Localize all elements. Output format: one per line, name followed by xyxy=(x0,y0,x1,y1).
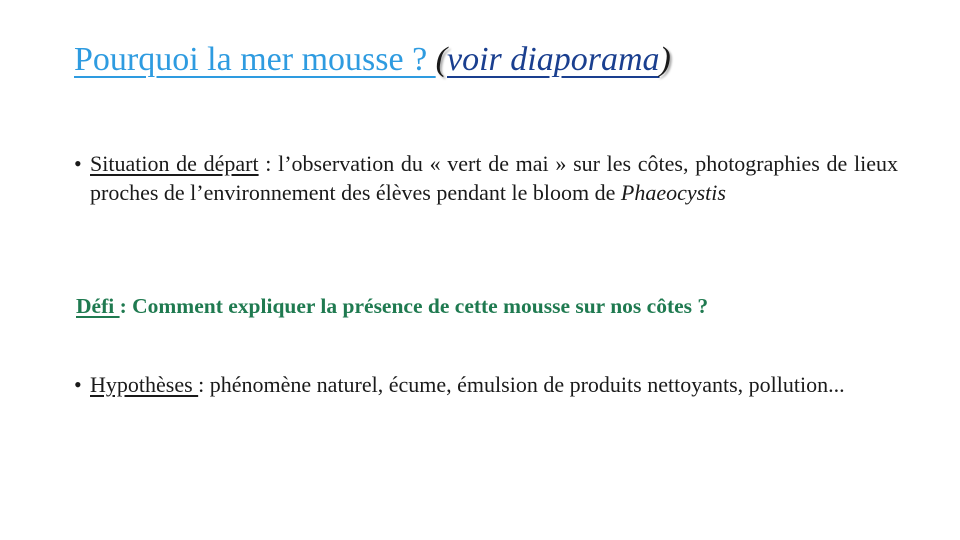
defi-label: Défi xyxy=(76,294,120,318)
slide-title xyxy=(74,32,914,88)
title-italic-text: voir diaporama xyxy=(447,41,660,78)
bullet-marker: • xyxy=(74,372,82,397)
situation-species: Phaeocystis xyxy=(620,180,726,205)
title-close-paren: ) xyxy=(659,41,671,78)
title-main-text: Pourquoi la mer mousse ? xyxy=(74,41,436,78)
title-open-paren: ( xyxy=(435,41,447,78)
situation-label: Situation de départ xyxy=(90,151,259,176)
defi-line xyxy=(76,291,906,321)
bullet-marker: • xyxy=(74,151,82,176)
bullet-situation-text xyxy=(74,149,898,207)
bullet-hypotheses xyxy=(74,370,898,399)
hypotheses-body: : phénomène naturel, écume, émulsion de produits nettoyants, pollution... xyxy=(198,372,845,397)
defi-text: : Comment expliquer la présence de cette mousse sur nos côtes ? xyxy=(119,294,709,318)
bullet-hypotheses-text xyxy=(74,370,898,399)
bullet-situation xyxy=(74,149,898,207)
hypotheses-label: Hypothèses xyxy=(90,372,199,397)
situation-body: : l’observation du « vert de mai » sur les côtes, photographies de lieux proches de l’environnement des élèves pendant le bloom de xyxy=(90,151,898,205)
